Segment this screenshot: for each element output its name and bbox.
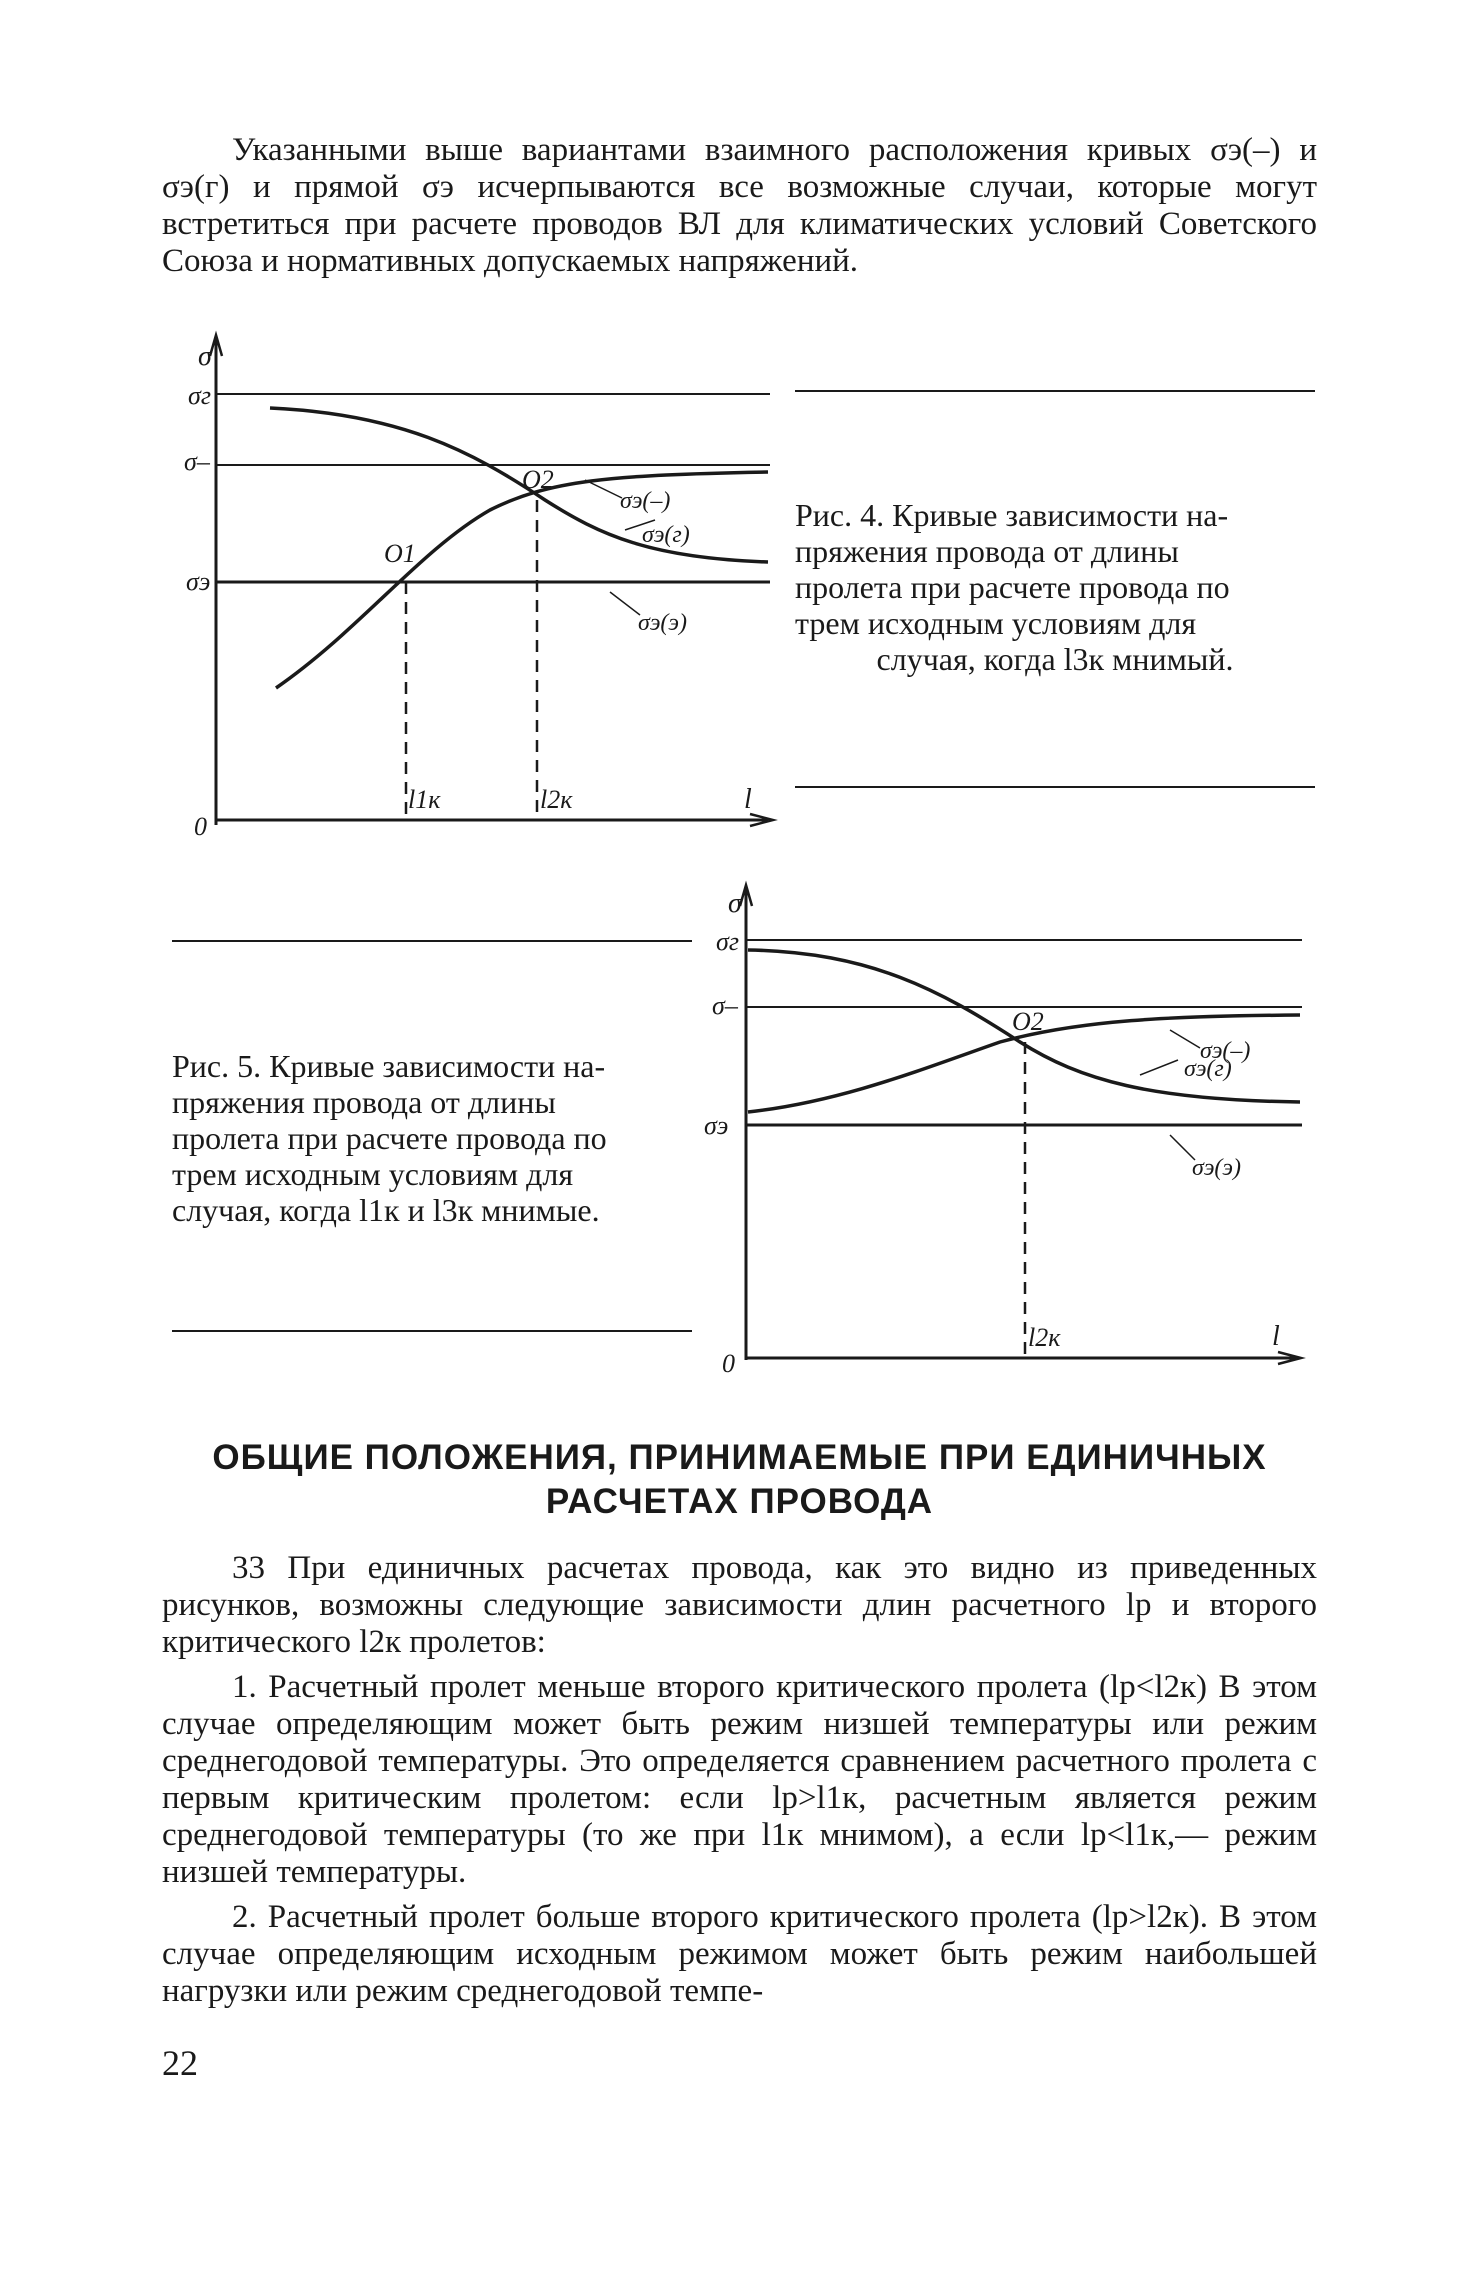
figure-4-chart [170, 330, 790, 850]
fig5-sigma-minus-label: σ– [712, 991, 738, 1020]
fig5-curve-e-label: σэ(э) [1192, 1155, 1241, 1181]
fig5-sigma-e-label: σэ [704, 1111, 729, 1140]
fig4-caption-line: пряжения провода от длины [795, 533, 1179, 569]
fig4-curve-minus [270, 408, 768, 562]
fig5-o2-label: O2 [1012, 1007, 1044, 1036]
fig4-caption-line: Рис. 4. Кривые зависимости на- [795, 497, 1229, 533]
fig4-sigma-e-label: σэ [186, 567, 211, 596]
figure-4-caption [795, 497, 1315, 677]
intro-paragraph: Указанными выше вариантами взаимного расположения кривых σэ(–) и σэ(г) и прямой σэ исчерпываются все возможные случаи, которые могут встретиться при расчете проводов ВЛ для климатических условий Советского Союза и нормативных допускаемых напряжений. [162, 132, 1317, 279]
fig5-caption-line: пролета при расчете провода по [172, 1120, 607, 1156]
fig4-caption-line: пролета при расчете провода по [795, 569, 1230, 605]
paragraph-33: 33 При единичных расчетах провода, как это видно из приведенных рисунков, возможны следующие зависимости длин расчетного lр и второго критического l2к пролетов: [162, 1550, 1317, 1660]
fig4-x-label: l [744, 784, 752, 815]
fig4-sigma-g-label: σг [188, 381, 211, 410]
section-body [162, 1550, 1317, 2010]
fig4-caption-line: трем исходным условиям для [795, 605, 1197, 641]
figure-5-chart [700, 880, 1320, 1380]
fig4-l2k-label: l2к [540, 785, 573, 814]
fig5-caption-line: случая, когда l1к и l3к мнимые. [172, 1192, 600, 1228]
fig4-curve-g [276, 472, 768, 688]
page-number: 22 [162, 2043, 198, 2083]
fig5-caption-rule-bottom [172, 1330, 692, 1332]
fig5-y-label: σ [728, 888, 742, 919]
fig4-caption-rule-bottom [795, 786, 1315, 788]
fig5-caption-line: Рис. 5. Кривые зависимости на- [172, 1048, 606, 1084]
intro-text-block [162, 132, 1317, 280]
fig5-caption-rule-top [172, 940, 692, 942]
fig5-caption-line: пряжения провода от длины [172, 1084, 556, 1120]
fig4-caption-line: случая, когда l3к мнимый. [876, 641, 1234, 677]
fig5-curve-minus-label: σэ(–) [1200, 1038, 1251, 1064]
paragraph-item-2: 2. Расчетный пролет больше второго критического пролета (lр>l2к). В этом случае определяющим исходным режимом может быть режим наибольшей нагрузки или режим среднегодовой темпе- [162, 1899, 1317, 2009]
fig4-l1k-label: l1к [408, 785, 441, 814]
fig4-caption-rule-top [795, 390, 1315, 392]
fig4-curve-e-label: σэ(э) [638, 610, 687, 636]
fig4-curve-g-label: σэ(г) [642, 522, 690, 548]
section-heading-line: ОБЩИЕ ПОЛОЖЕНИЯ, ПРИНИМАЕМЫЕ ПРИ ЕДИНИЧНЫХ [212, 1438, 1267, 1477]
fig5-curve-g-label: σэ(г) [1184, 1056, 1232, 1082]
fig4-y-label: σ [198, 341, 212, 372]
section-heading-line: РАСЧЕТАХ ПРОВОДА [545, 1482, 934, 1521]
fig5-x-label: l [1272, 1321, 1280, 1352]
fig4-o1-label: O1 [384, 539, 416, 568]
fig5-origin-label: 0 [722, 1349, 735, 1378]
fig5-caption-line: трем исходным условиям для [172, 1156, 574, 1192]
fig4-o2-label: O2 [522, 465, 554, 494]
section-heading [162, 1436, 1317, 1524]
fig4-origin-label: 0 [194, 812, 207, 841]
fig5-l2k-label: l2к [1028, 1323, 1061, 1352]
figure-5-caption [172, 1048, 692, 1228]
fig4-sigma-minus-label: σ– [184, 447, 210, 476]
fig5-sigma-g-label: σг [716, 927, 739, 956]
paragraph-item-1: 1. Расчетный пролет меньше второго критического пролета (lр<l2к) В этом случае определяющим может быть режим низшей температуры или режим среднегодовой температуры. Это определяется сравнением расчетного пролета с первым критическим пролетом: если lр>l1к, расчетным является режим среднегодовой температуры (то же при l1к мнимом), а если lр<l1к,— режим низшей температуры. [162, 1669, 1317, 1890]
fig4-curve-minus-label: σэ(–) [620, 488, 671, 514]
